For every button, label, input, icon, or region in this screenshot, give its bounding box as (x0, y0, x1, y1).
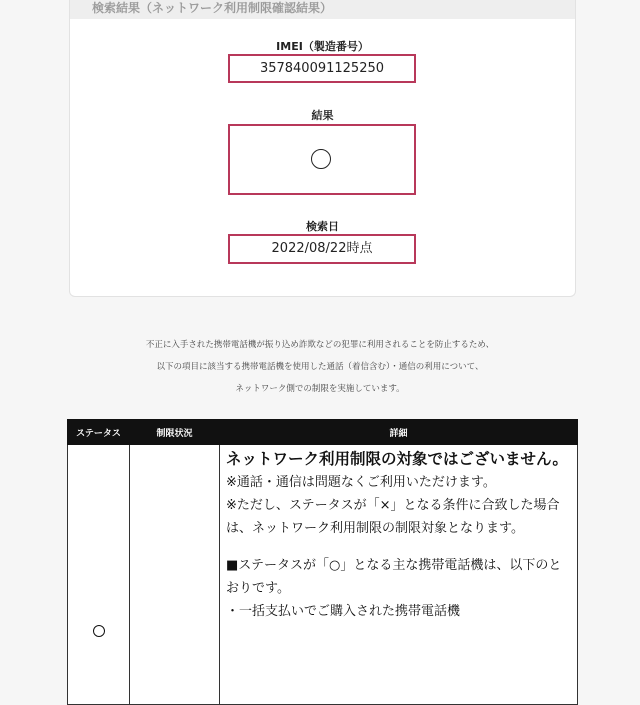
header-restriction: 制限状況 (130, 420, 220, 445)
card-header: 検索結果（ネットワーク利用制限確認結果） (70, 0, 575, 19)
detail-line-4: ・一括支払いでご購入された携帯電話機 (226, 604, 461, 619)
imei-value-box (228, 54, 416, 83)
date-value-box (228, 234, 416, 264)
notice-line-2: 以下の項目に該当する携帯電話機を使用した通話（着信含む）・通信の利用について、 (156, 362, 484, 372)
status-table (67, 419, 578, 705)
notice-line-3: ネットワーク側での制限を実施しています。 (235, 384, 405, 394)
detail-line-1: ※通話・通信は問題なくご利用いただけます。 (226, 475, 496, 490)
header-detail: 詳細 (220, 420, 578, 445)
result-label: 結果 (311, 109, 334, 122)
restriction-cell (130, 445, 220, 705)
imei-value: 357840091125250 (259, 61, 385, 76)
date-label: 検索日 (306, 220, 339, 233)
circle-status-icon (93, 625, 105, 637)
date-value: 2022/08/22時点 (271, 241, 373, 256)
detail-line-3: ■ステータスが「○」となる主な携帯電話機は、以下のとおりです。 (226, 558, 562, 596)
status-cell (68, 445, 130, 705)
circle-mark-icon (311, 149, 331, 169)
result-box (228, 124, 416, 195)
detail-cell (220, 445, 578, 705)
table-row (68, 445, 578, 705)
notice-line-1: 不正に入手された携帯電話機が振り込め詐欺などの犯罪に利用されることを防止するため、 (145, 340, 495, 350)
detail-line-2: ※ただし、ステータスが「×」となる条件に合致した場合は、ネットワーク利用制限の制限対象となります。 (226, 498, 560, 536)
detail-headline: ネットワーク利用制限の対象ではございません。 (226, 450, 568, 468)
header-status: ステータス (68, 420, 130, 445)
table-header-row (68, 420, 578, 445)
search-result-card (69, 0, 576, 297)
imei-label: IMEI（製造番号） (276, 40, 369, 53)
